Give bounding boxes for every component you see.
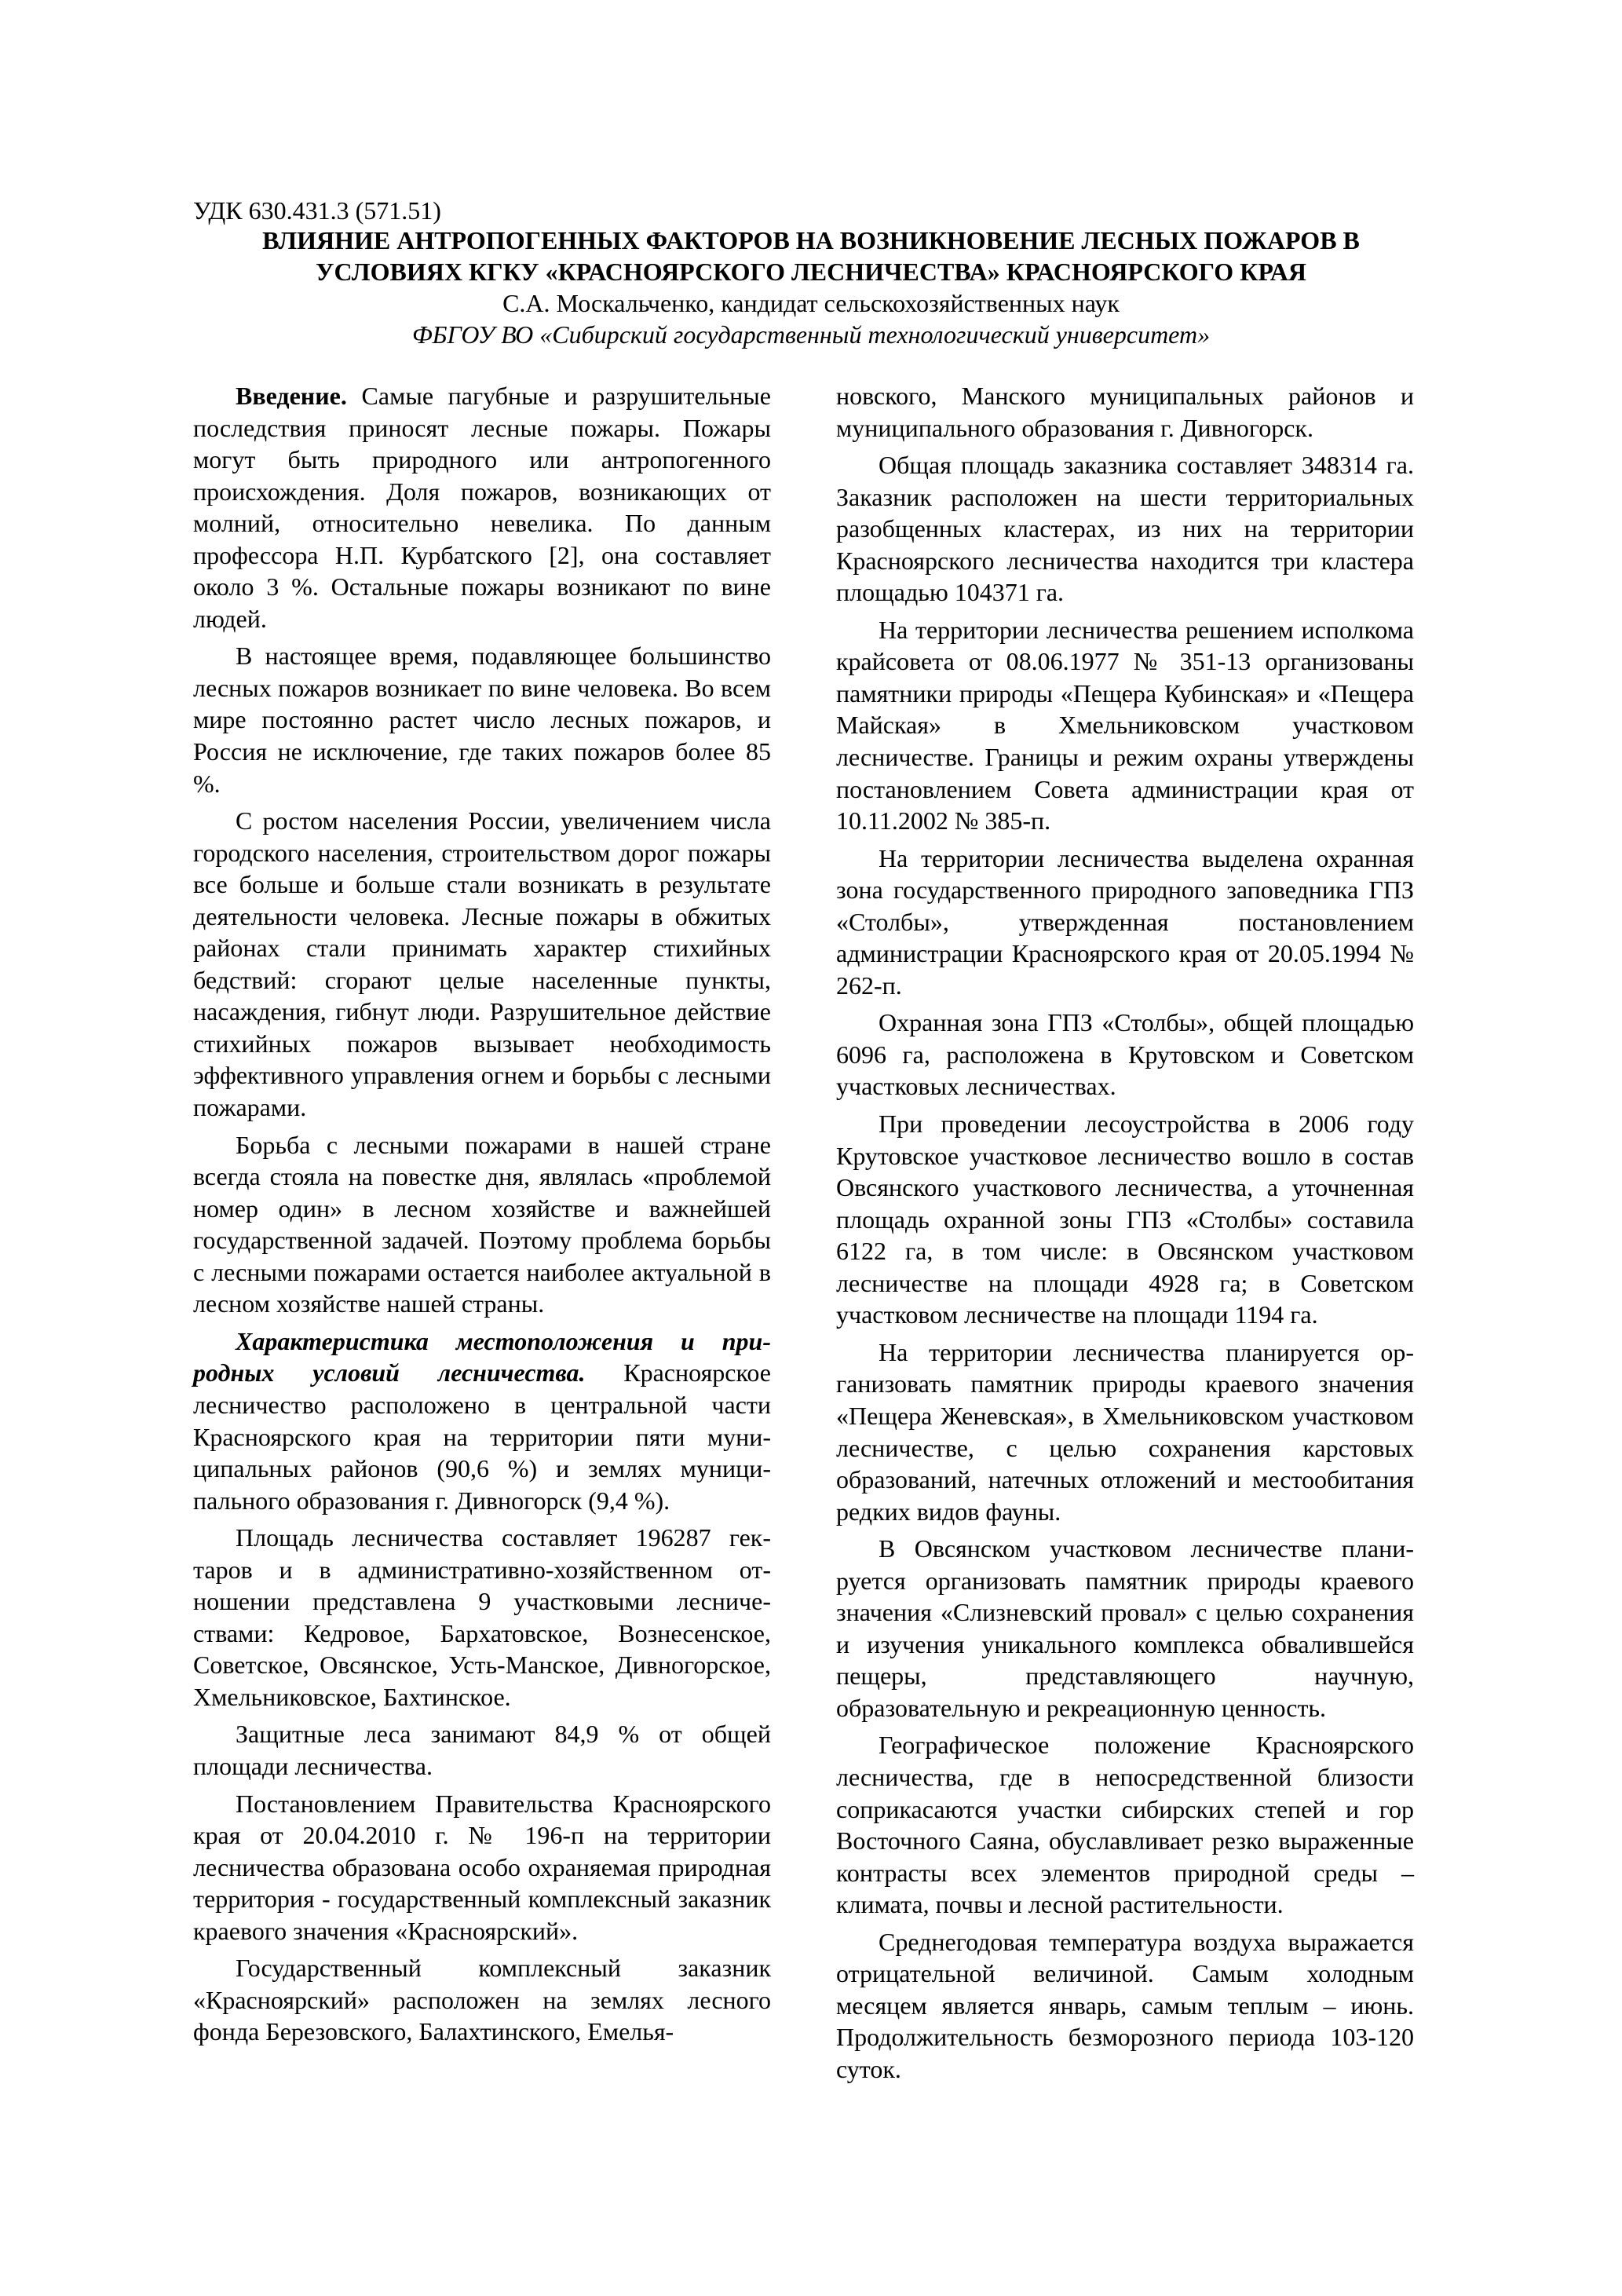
- title-line-1: ВЛИЯНИЕ АНТРОПОГЕННЫХ ФАКТОРОВ НА ВОЗНИКНОВЕНИЕ ЛЕСНЫХ ПОЖАРОВ В: [262, 226, 1360, 254]
- paragraph: С ростом населения России, увеличением числа городского населения, строительством дорог пожары все больше и больше стали возникать в результате деятельности человека. Лесные пожары в обжитых районах стали принимать характер стихийных бедствий: сгорают целые населенные пункты, насаждения, гибнут люди. Разрушительное действие стихийных пожаров вызывает необходимость эффективного управления огнем и борьбы с лесными пожарами.: [193, 806, 771, 1122]
- paragraph: Среднегодовая температура воздуха выражается отрицательной величиной. Самым холодным месяцем является январь, самым теплым – июнь. Продолжительность безморозного периода 103-120 суток.: [836, 1927, 1414, 2083]
- paragraph-text: Красноярское лесничество расположено в центральной части Красноярского края на территории пяти муниципальных районов (90,6 %) и землях муниципального образования г. Дивногорск (9,4 %).: [193, 1358, 771, 1515]
- paragraph: На территории лесничества выделена охранная зона государственного природного заповедника ГПЗ «Столбы», утвержденная постановлением администрации Красноярского края от 20.05.1994 № 262-п.: [836, 843, 1414, 1000]
- article-title: [126, 225, 1496, 287]
- left-column: [193, 380, 771, 2048]
- affiliation-line: ФБГОУ ВО «Сибирский государственный технологический университет»: [411, 320, 1211, 349]
- udk-code: УДК 630.431.3 (571.51): [193, 196, 441, 225]
- paragraph: Охранная зона ГПЗ «Столбы», общей площадью 6096 га, расположена в Крутовском и Советском участковых лесничествах.: [836, 1008, 1414, 1101]
- paragraph: Государственный комплексный заказник «Красноярский» расположен на землях лесного фонда Березовского, Балахтинского, Емелья-: [193, 1954, 771, 2046]
- paragraph-characteristics: [193, 1325, 771, 1516]
- author-line: С.А. Москальченко, кандидат сельскохозяйственных наук: [502, 289, 1120, 317]
- right-column: [836, 380, 1414, 2085]
- paragraph: Географическое положение Красноярского лесничества, где в непосредственной близости соприкасаются участки сибирских степей и гор Восточного Саяна, обуславливает резко выраженные контрасты всех элементов природной среды – климата, почвы и лесной растительности.: [836, 1731, 1414, 1919]
- paragraph: На территории лесничества решением исполкома крайсовета от 08.06.1977 № 351-13 организованы памятники природы «Пещера Кубинская» и «Пещера Майская» в Хмельниковском участковом лесничестве. Границы и режим охраны утверждены постановлением Совета администрации края от 10.11.2002 № 385-п.: [836, 615, 1414, 835]
- section-heading-characteristics: Характеристика местоположения и природных условий лесничества.: [193, 1326, 771, 1387]
- paragraph: В настоящее время, подавляющее большинство лесных пожаров возникает по вине человека. Во всем мире постоянно растет число лесных пожаров, и Россия не исключение, где таких пожаров более 85 %.: [193, 642, 771, 798]
- paragraph: На территории лесничества планируется организовать памятник природы краевого значения «Пещера Женевская», в Хмельниковском участковом лесничестве, с целью сохранения карстовых образований, натечных отложений и местообитания редких видов фауны.: [836, 1337, 1414, 1526]
- paragraph: Площадь лесничества составляет 196287 гектаров и в административно-хозяйственном отношении представлена 9 участковыми лесничествами: Кедровое, Бархатовское, Вознесенское, Советское, Овсянское, Усть-Манское, Дивногорское, Хмельниковское, Бахтинское.: [193, 1523, 771, 1711]
- paragraph-introduction: [193, 380, 771, 634]
- title-line-2: УСЛОВИЯХ КГКУ «КРАСНОЯРСКОГО ЛЕСНИЧЕСТВА» КРАСНОЯРСКОГО КРАЯ: [315, 258, 1306, 286]
- paragraph: Общая площадь заказника составляет 348314 га. Заказник расположен на шести территориальных разобщенных кластерах, из них на территории Красноярского лесничества находится три кластера площадью 104371 га.: [836, 451, 1414, 607]
- section-heading-introduction: Введение.: [236, 382, 347, 410]
- paragraph: Постановлением Правительства Красноярского края от 20.04.2010 г. № 196-п на территории лесничества образована особо охраняемая природная территория - государственный комплексный заказник краевого значения «Красноярский».: [193, 1789, 771, 1945]
- paragraph-continuation: новского, Манского муниципальных районов и муниципального образования г. Дивногорск.: [836, 382, 1414, 442]
- paragraph: Борьба с лесными пожарами в нашей стране всегда стояла на повестке дня, являлась «проблемой номер один» в лесном хозяйстве и важнейшей государственной задачей. Поэтому проблема борьбы с лесными пожарами остается наиболее актуальной в лесном хозяйстве нашей страны.: [193, 1130, 771, 1318]
- paragraph: Защитные леса занимают 84,9 % от общей площади лесничества.: [193, 1720, 771, 1780]
- paragraph-text: Самые пагубные и разрушительные последствия приносят лесные пожары. Пожары могут быть природного или антропогенного происхождения. Доля пожаров, возникающих от молний, относительно невелика. По данным профессора Н.П. Курбатского [2], она составляет около 3 %. Остальные пожары возникают по вине людей.: [193, 382, 771, 633]
- paragraph: При проведении лесоустройства в 2006 году Крутовское участковое лесничество вошло в состав Овсянского участкового лесничества, а уточненная площадь охранной зоны ГПЗ «Столбы» составила 6122 га, в том числе: в Овсянском участковом лесничестве на площади 4928 га; в Советском участковом лесничестве на площади 1194 га.: [836, 1110, 1414, 1329]
- paragraph: В Овсянском участковом лесничестве планируется организовать памятник природы краевого значения «Слизневский провал» с целью сохранения и изучения уникального комплекса обвалившейся пещеры, представляющего научную, образовательную и рекреационную ценность.: [836, 1534, 1414, 1722]
